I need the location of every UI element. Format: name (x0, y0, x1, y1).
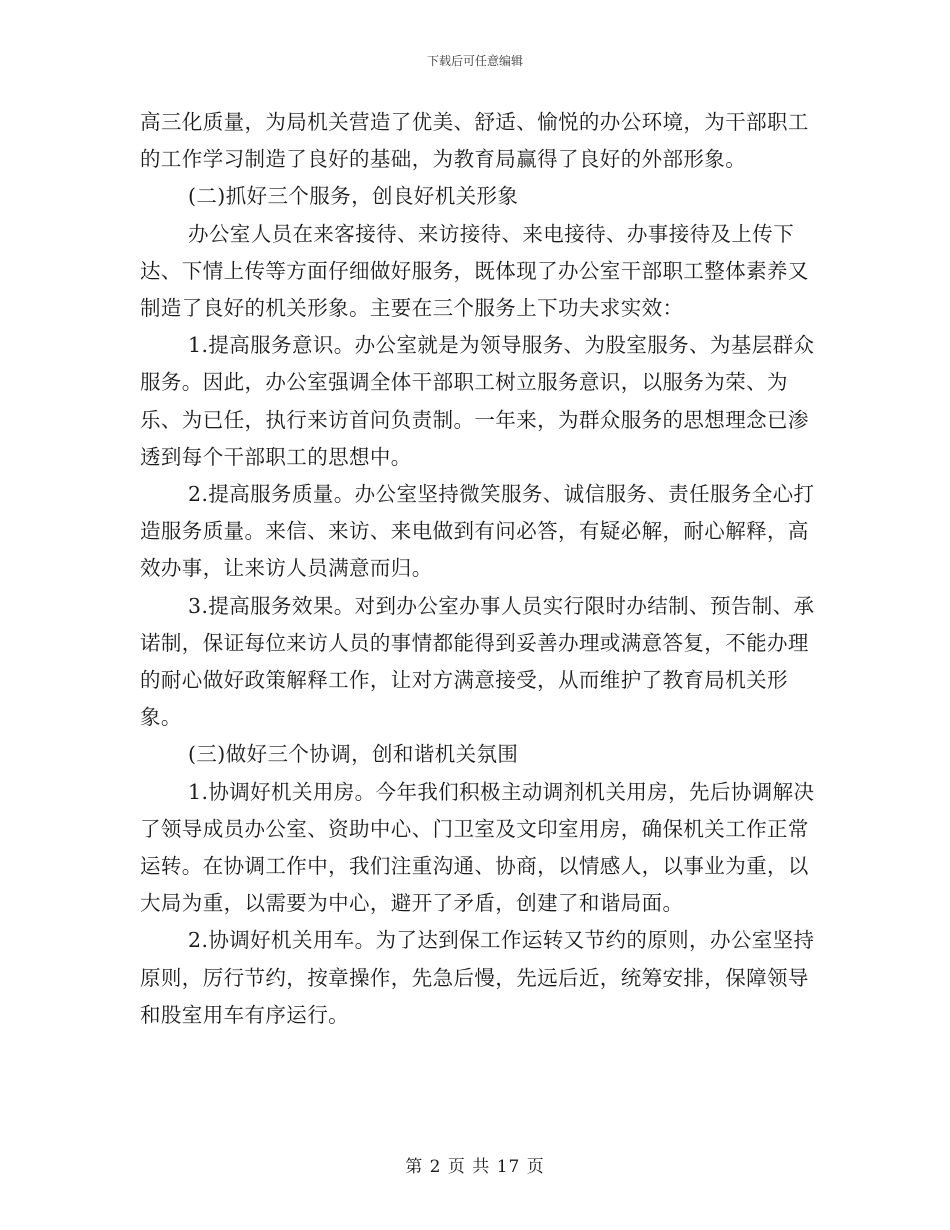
section-heading-3: (三)做好三个协调，创和谐机关氛围 (188, 742, 519, 767)
list-item-5: 2.协调好机关用车。为了达到保工作运转又节约的原则，办公室坚持原则，厉行节约，按章操作，先急后慢，先远后近，统筹安排，保障领导和股室用车有序运行。 (140, 928, 815, 1027)
page-header: 下载后可任意编辑 (426, 54, 523, 68)
document-body (140, 104, 820, 1034)
page-number: 第 2 页 共 17 页 (405, 1157, 545, 1177)
paragraph-1: 高三化质量，为局机关营造了优美、舒适、愉悦的办公环境，为干部职工的工作学习制造了良好的基础，为教育局赢得了良好的外部形象。 (140, 110, 809, 172)
paragraph-3: 办公室人员在来客接待、来访接待、来电接待、办事接待及上传下达、下情上传等方面仔细做好服务，既体现了办公室干部职工整体素养又制造了良好的机关形象。主要在三个服务上下功夫求实效： (140, 221, 809, 321)
section-heading-2: (二)抓好三个服务，创良好机关形象 (188, 184, 519, 209)
list-item-3: 3.提高服务效果。对到办公室办事人员实行限时办结制、预告制、承诺制，保证每位来访人员的事情都能得到妥善办理或满意答复，不能办理的耐心做好政策解释工作，让对方满意接受，从而维护了教育局机关形象。 (140, 593, 815, 730)
list-item-1: 1.提高服务意识。办公室就是为领导服务、为股室服务、为基层群众服务。因此，办公室强调全体干部职工树立服务意识，以服务为荣、为乐、为已任，执行来访首问负责制。一年来，为群众服务的思想理念已渗透到每个干部职工的思想中。 (140, 333, 815, 469)
list-item-2: 2.提高服务质量。办公室坚持微笑服务、诚信服务、责任服务全心打造服务质量。来信、来访、来电做到有问必答，有疑必解，耐心解释，高效办事，让来访人员满意而归。 (140, 482, 815, 581)
list-item-4: 1.协调好机关用房。今年我们积极主动调剂机关用房，先后协调解决了领导成员办公室、资助中心、门卫室及文印室用房，确保机关工作正常运转。在协调工作中，我们注重沟通、协商，以情感人，以事业为重，以大局为重，以需要为中心，避开了矛盾，创建了和谐局面。 (140, 779, 815, 916)
